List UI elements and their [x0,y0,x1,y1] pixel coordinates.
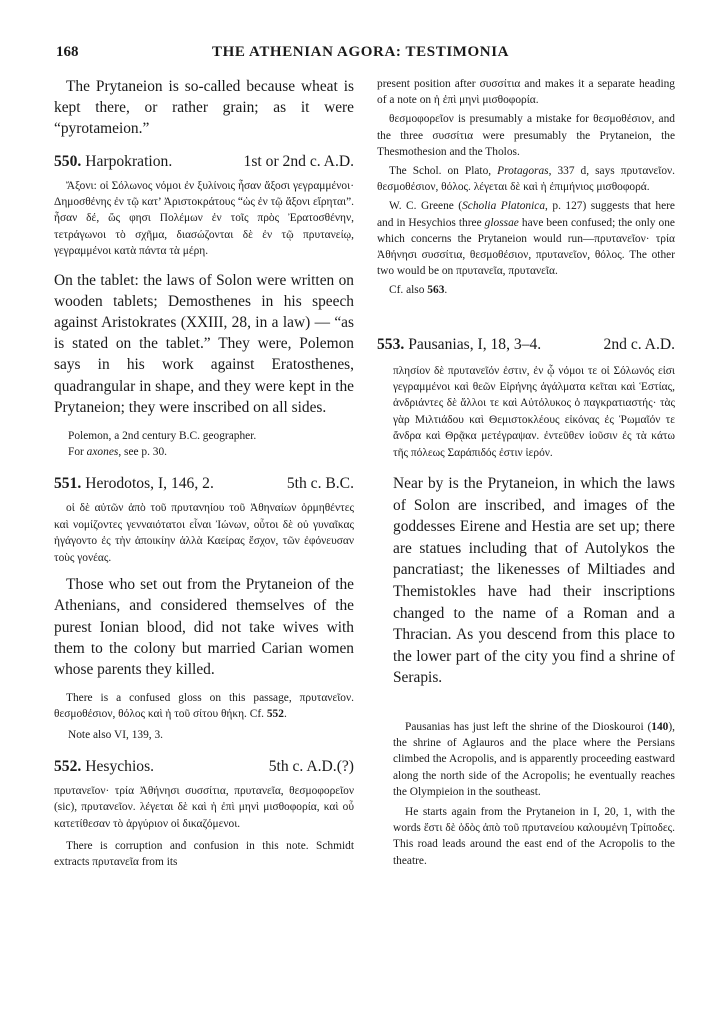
entry-number: 552. [54,757,82,775]
entry-552-note: There is corruption and confusion in this note. Schmidt extracts πρυτανεῖα from its [54,839,354,869]
entry-550-heading [54,152,354,172]
entry-number: 551. [54,475,82,493]
entry-number: 553. [377,335,405,353]
note-paragraph-4: W. C. Greene (Scholia Platonica, p. 127) suggests that here and in Hesychios three glossae have been confused; the only one which concerns the Prytaneion would run—πρυτανεῖον· τρία Ἀθήνησι συσσίτια, θεσμοθέσιον, πρυτανεῖον, θόλος. The other two would be on πρυτανεῖα, πρυτανεῖα. [377,200,675,278]
entry-date: 1st or 2nd c. A.D. [243,152,354,170]
entry-source: Pausanias, I, 18, 3–4. [408,335,542,353]
entry-551-note-1: There is a confused gloss on this passage, πρυτανεῖον. θεσμοθέσιον, θόλος καὶ ἡ τοῦ σίτου θήκη. Cf. 552. [54,692,354,721]
entry-553-note-1: Pausanias has just left the shrine of the Dioskouroi (140), the shrine of Aglauros and the place where the Persians climbed the Acropolis, and is apparently proceeding eastward along the north side of the Acropolis; he eventually reaches the Olympieion in the southeast. [393,721,675,798]
page-number: 168 [56,44,79,60]
entry-551-note-2: Note also VI, 139, 3. [68,728,164,741]
entry-number: 550. [54,152,82,170]
entry-date: 2nd c. A.D. [603,335,675,353]
entry-550-note-2: For axones, see p. 30. [68,446,168,459]
entry-source: Herodotos, I, 146, 2. [85,475,214,493]
entry-source: Harpokration. [85,152,173,170]
note-paragraph-2: θεσμοφορεῖον is presumably a mistake for θεσμοθέσιον, and the three συσσίτια were presumably the Prytaneion, the Thesmothesion and the Tholos. [377,113,675,158]
entry-source: Hesychios. [85,757,155,775]
continued-note: present position after συσσίτια and makes it a separate heading of a note on ἡ ἐπὶ μηνὶ μισθοφορία. [377,78,675,107]
entry-date: 5th c. A.D.(?) [268,757,354,775]
note-paragraph-3: The Schol. on Plato, Protagoras, 337 d, says πρυτανεῖον. θεσμοθέσιον, θόλος. λέγεται δὲ καὶ ἡ ἐπιμήνιος μισθοφορά. [377,165,676,194]
entry-553-note-2: He starts again from the Prytaneion in I, 20, 1, with the words ἔστι δὲ ὁδὸς ἀπὸ τοῦ πρυτανείου καλουμένη Τρίποδες. This road leads around the east end of the Acropolis to the theatre. [393,806,675,867]
entry-552-greek: πρυτανεῖον· τρία Ἀθήνησι συσσίτια, πρυτανεῖα, θεσμοφορεῖον (sic), πρυτανεῖον. λέγεται δὲ καὶ ἡ ἐπὶ μηνὶ μισθοφορία, καὶ οὗ κατετίθεσαν τὸ ἀργύριον οἱ δικαζόμενοι. [54,784,354,830]
entry-550-greek: Ἄξονι: οἱ Σόλωνος νόμοι ἐν ξυλίνοις ἦσαν ἄξοσι γεγραμμένοι· Δημοσθένης ἐν τῷ κατ’ Ἀριστοκράτους “ὡς ἐν τῷ ἄξονι εἴρηται”. ἦσαν δέ, ὥς φησι Πολέμων ἐν τοῖς πρὸς Ἐρατοσθένην, τετράγωνοι τὸ σχῆμα, διασώζονται δὲ ἐν τῷ πρυτανείῳ, γεγραμμένοι κατὰ πάντα τὰ μέρη. [54,179,354,258]
entry-date: 5th c. B.C. [286,475,354,493]
entry-551-translation: Those who set out from the Prytaneion of the Athenians, and considered themselves of the purest Ionian blood, did not take wives with them to the colony but married Carian women whose parents they killed. [54,576,354,678]
note-paragraph-5: Cf. also 563. [389,284,448,297]
entry-550-note-1: Polemon, a 2nd century B.C. geographer. [68,430,257,443]
right-column [377,76,675,869]
entry-551-greek: οἱ δὲ αὐτῶν ἀπὸ τοῦ πρυτανηίου τοῦ Ἀθηναίων ὁρμηθέντες καὶ νομίζοντες γενναιότατοι εἶναι Ἰώνων, οὗτοι δὲ οὐ γυναῖκας ἠγάγοντο ἐς τὴν ἀποικίην ἀλλὰ Καείρας ἔσχον, τῶν ἐφόνευσαν τοὺς γονέας. [54,502,354,564]
entry-550-translation: On the tablet: the laws of Solon were written on wooden tablets; Demosthenes in his speech against Aristokrates (XXIII, 28, in a law) — “as is stated on the tablet.” They were, Polemon says in his work against Eratosthenes, quadrangular in shape, and they were kept in the Prytaneion; they were inscribed on all sides. [54,271,354,416]
entry-551-heading [54,474,354,494]
page-header [56,44,676,68]
intro-translation: The Prytaneion is so-called because wheat is kept there, or rather grain; as it were “pyrotameion.” [54,78,354,138]
entry-553-heading [377,335,675,355]
entry-552-heading [54,757,354,777]
entry-553-greek: πλησίον δὲ πρυτανεῖόν ἐστιν, ἐν ᾧ νόμοι τε οἱ Σόλωνός εἰσι γεγραμμένοι καὶ θεῶν Εἰρήνης ἀγάλματα κεῖται καὶ Ἑστίας, ἀνδριάντες δὲ ἄλλοι τε καὶ Αὐτόλυκος ὁ παγκρατιαστής· τὰς γὰρ Μιλτιάδου καὶ Θεμιστοκλέους εἰκόνας ἐς Ῥωμαῖόν τε ἄνδρα καὶ Θρᾷκα μετέγραψαν. ἐντεῦθεν ἰοῦσιν ἐς τὰ κάτω τῆς πόλεως Σαράπιδός ἐστιν ἱερόν. [393,364,675,459]
running-title: THE ATHENIAN AGORA: TESTIMONIA [212,44,510,60]
entry-553-translation: Near by is the Prytaneion, in which the laws of Solon are inscribed, and images of the goddesses Eirene and Hestia are set up; there are statues including that of Autolykos the pancratiast; the likenesses of Miltiades and Themistokles have had their inscriptions changed to the name of a Roman and a Thracian. As you descend from this place to the lower part of the city you find a shrine of Serapis. [393,475,675,687]
left-column [54,76,354,870]
